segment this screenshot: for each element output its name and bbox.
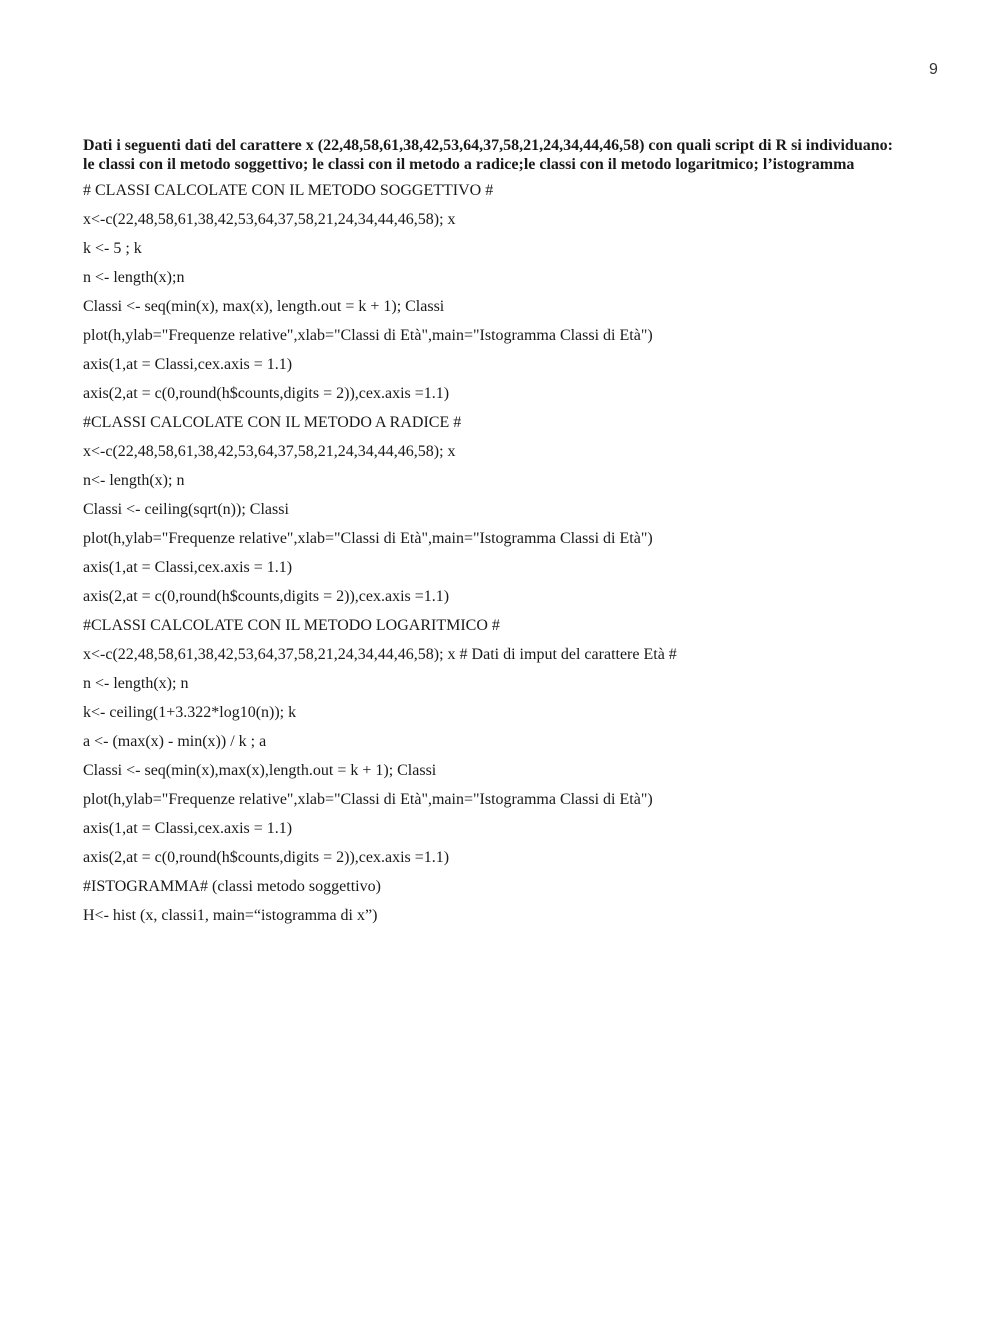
- code-line: axis(1,at = Classi,cex.axis = 1.1): [83, 356, 293, 373]
- code-line: a <- (max(x) - min(x)) / k ; a: [83, 733, 267, 750]
- question-heading: [83, 136, 963, 174]
- code-line: Classi <- seq(min(x),max(x),length.out = k + 1); Classi: [83, 762, 437, 779]
- code-line: Classi <- seq(min(x), max(x), length.out = k + 1); Classi: [83, 298, 445, 315]
- code-line: plot(h,ylab="Frequenze relative",xlab="Classi di Età",main="Istogramma Classi di Età"): [83, 530, 653, 547]
- code-line: axis(2,at = c(0,round(h$counts,digits = 2)),cex.axis =1.1): [83, 849, 450, 866]
- code-line: n <- length(x); n: [83, 675, 189, 692]
- code-line: n <- length(x);n: [83, 269, 185, 286]
- code-line: #CLASSI CALCOLATE CON IL METODO A RADICE #: [83, 414, 462, 431]
- code-line: #ISTOGRAMMA# (classi metodo soggettivo): [83, 878, 381, 895]
- code-line: x<-c(22,48,58,61,38,42,53,64,37,58,21,24,34,44,46,58); x: [83, 211, 456, 228]
- code-line: plot(h,ylab="Frequenze relative",xlab="Classi di Età",main="Istogramma Classi di Età"): [83, 791, 653, 808]
- code-line: k<- ceiling(1+3.322*log10(n)); k: [83, 704, 297, 721]
- code-line: # CLASSI CALCOLATE CON IL METODO SOGGETTIVO #: [83, 182, 494, 199]
- code-line: axis(1,at = Classi,cex.axis = 1.1): [83, 820, 293, 837]
- code-line: #CLASSI CALCOLATE CON IL METODO LOGARITMICO #: [83, 617, 500, 634]
- code-line: x<-c(22,48,58,61,38,42,53,64,37,58,21,24,34,44,46,58); x: [83, 443, 456, 460]
- code-line: H<- hist (x, classi1, main=“istogramma di x”): [83, 907, 378, 924]
- code-line: k <- 5 ; k: [83, 240, 142, 257]
- question-line-2: le classi con il metodo soggettivo; le classi con il metodo a radice;le classi con il metodo logaritmico; l’istogramma: [83, 156, 855, 173]
- code-line: axis(2,at = c(0,round(h$counts,digits = 2)),cex.axis =1.1): [83, 588, 450, 605]
- code-line: axis(2,at = c(0,round(h$counts,digits = 2)),cex.axis =1.1): [83, 385, 450, 402]
- code-line: plot(h,ylab="Frequenze relative",xlab="Classi di Età",main="Istogramma Classi di Età"): [83, 327, 653, 344]
- code-line: x<-c(22,48,58,61,38,42,53,64,37,58,21,24,34,44,46,58); x # Dati di imput del carattere Età #: [83, 646, 677, 663]
- code-line: n<- length(x); n: [83, 472, 185, 489]
- question-line-1: Dati i seguenti dati del carattere x (22,48,58,61,38,42,53,64,37,58,21,24,34,44,46,58) con quali script di R si individuano:: [83, 137, 893, 154]
- code-line: Classi <- ceiling(sqrt(n)); Classi: [83, 501, 289, 518]
- page-number: 9: [929, 61, 938, 78]
- r-script-listing: [83, 180, 963, 934]
- code-line: axis(1,at = Classi,cex.axis = 1.1): [83, 559, 293, 576]
